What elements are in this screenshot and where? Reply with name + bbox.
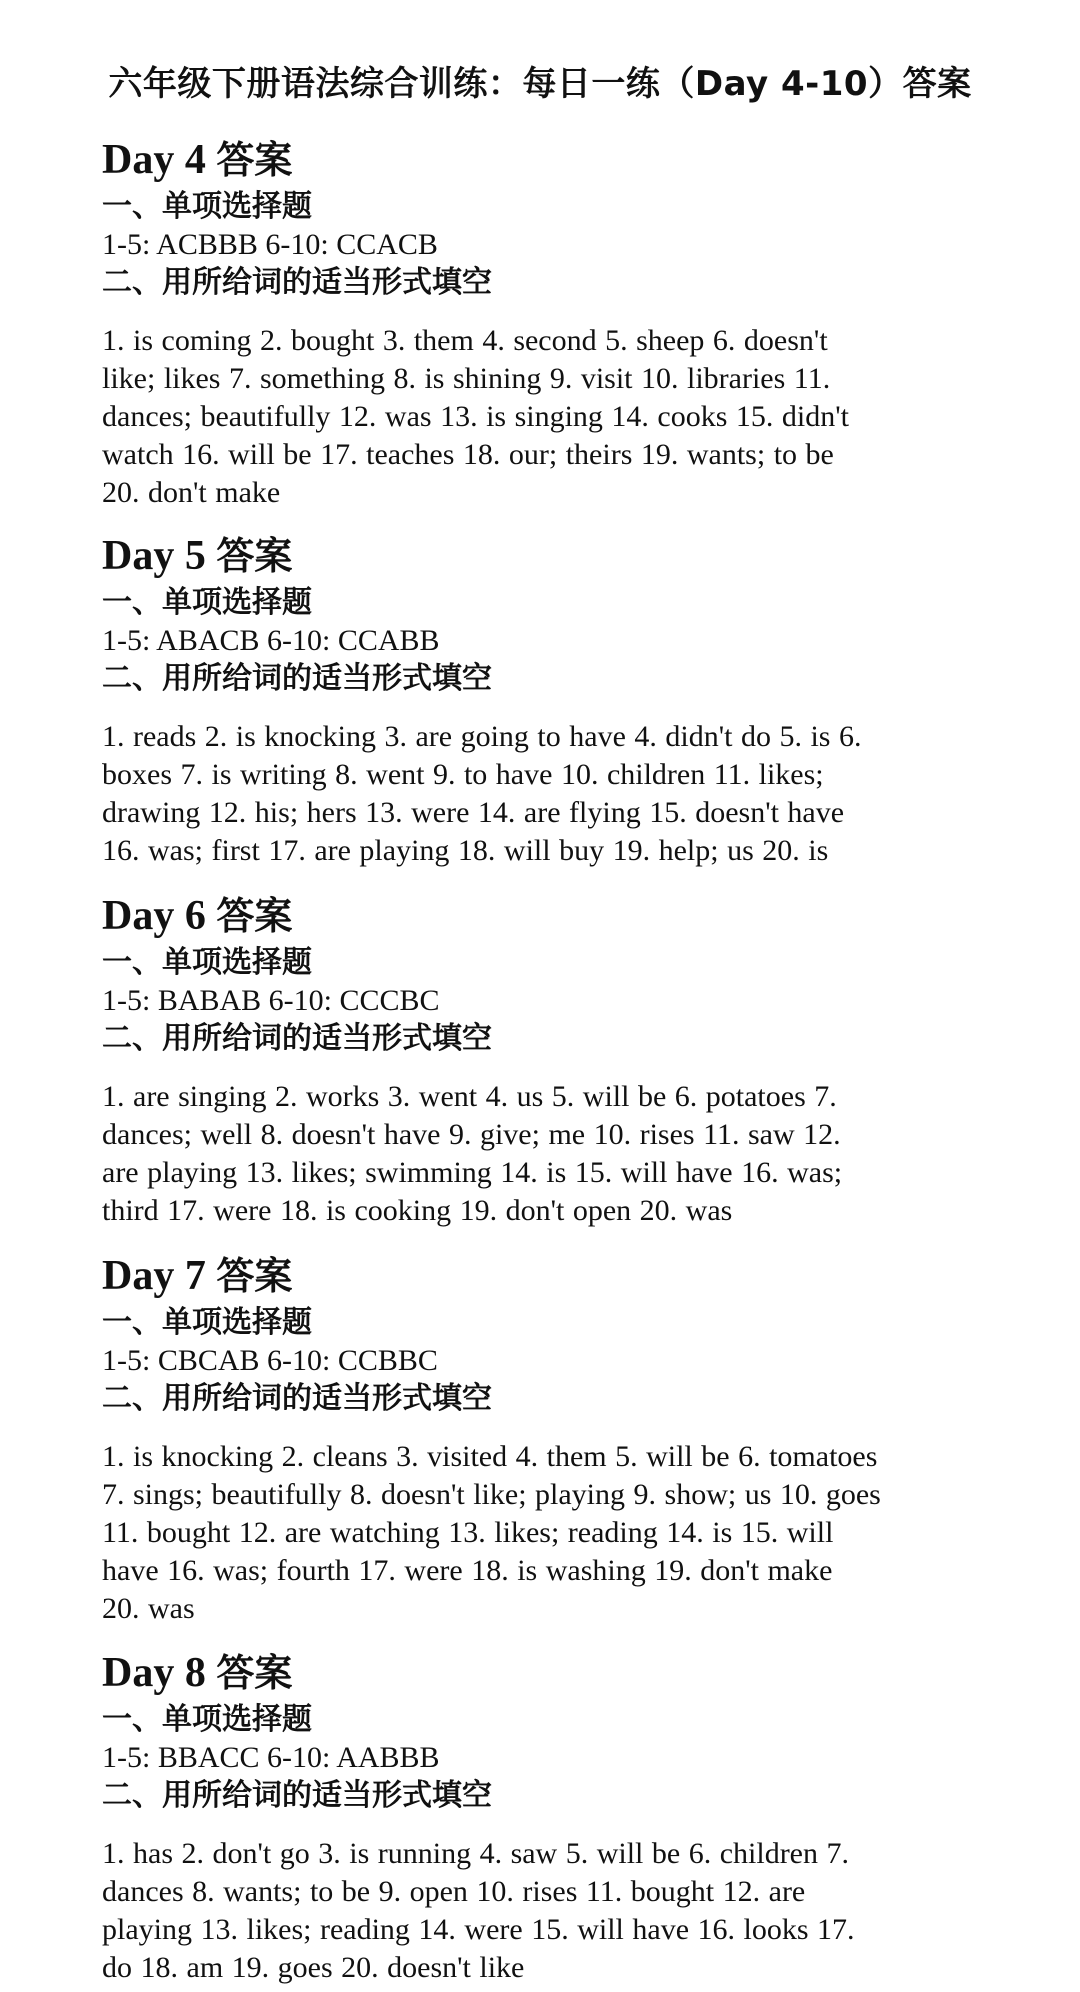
answer-line: third 17. were 18. is cooking 19. don't open 20. was <box>102 1194 733 1227</box>
day-section-7 <box>102 1248 982 1628</box>
day-heading <box>102 888 982 944</box>
fill-blank-answers <box>102 1438 982 1628</box>
day-label: Day 5 <box>102 533 206 579</box>
answer-line: do 18. am 19. goes 20. doesn't like <box>102 1951 525 1984</box>
fill-blank-answers <box>102 322 982 512</box>
multiple-choice-answers: 1-5: CBCAB 6-10: CCBBC <box>102 1344 438 1377</box>
answer-line: 20. don't make <box>102 476 281 509</box>
multiple-choice-answers: 1-5: BBACC 6-10: AABBB <box>102 1741 440 1774</box>
day-section-4 <box>102 132 982 512</box>
answer-line: dances; beautifully 12. was 13. is singing 14. cooks 15. didn't <box>102 400 849 433</box>
answer-line: have 16. was; fourth 17. were 18. is washing 19. don't make <box>102 1554 833 1587</box>
fill-blank-heading: 二、用所给词的适当形式填空 <box>102 1381 492 1416</box>
fill-blank-heading: 二、用所给词的适当形式填空 <box>102 661 492 696</box>
multiple-choice-heading: 一、单项选择题 <box>102 189 312 224</box>
answer-label: 答案 <box>216 534 293 578</box>
page-title: 六年级下册语法综合训练：每日一练（Day 4-10）答案 <box>108 64 972 104</box>
fill-blank-answers <box>102 1835 982 1987</box>
answer-line: playing 13. likes; reading 14. were 15. will have 16. looks 17. <box>102 1913 855 1946</box>
day-heading <box>102 528 982 584</box>
answer-line: 20. was <box>102 1592 195 1625</box>
day-heading <box>102 1248 982 1304</box>
day-label: Day 4 <box>102 137 206 183</box>
answer-line: 7. sings; beautifully 8. doesn't like; playing 9. show; us 10. goes <box>102 1478 881 1511</box>
day-section-6 <box>102 888 982 1230</box>
answer-line: drawing 12. his; hers 13. were 14. are flying 15. doesn't have <box>102 796 845 829</box>
multiple-choice-heading: 一、单项选择题 <box>102 1702 312 1737</box>
answer-label: 答案 <box>216 894 293 938</box>
answer-line: 1. is knocking 2. cleans 3. visited 4. them 5. will be 6. tomatoes <box>102 1440 878 1473</box>
answer-line: are playing 13. likes; swimming 14. is 15. will have 16. was; <box>102 1156 843 1189</box>
day-section-8 <box>102 1645 982 1987</box>
fill-blank-answers <box>102 718 982 870</box>
multiple-choice-answers: 1-5: BABAB 6-10: CCCBC <box>102 984 440 1017</box>
day-label: Day 6 <box>102 893 206 939</box>
day-heading <box>102 1645 982 1701</box>
answer-line: 11. bought 12. are watching 13. likes; reading 14. is 15. will <box>102 1516 834 1549</box>
answer-line: 1. has 2. don't go 3. is running 4. saw 5. will be 6. children 7. <box>102 1837 849 1870</box>
day-label: Day 7 <box>102 1253 206 1299</box>
answer-line: 1. reads 2. is knocking 3. are going to have 4. didn't do 5. is 6. <box>102 720 862 753</box>
fill-blank-heading: 二、用所给词的适当形式填空 <box>102 1021 492 1056</box>
answer-line: 1. are singing 2. works 3. went 4. us 5. will be 6. potatoes 7. <box>102 1080 837 1113</box>
answer-line: like; likes 7. something 8. is shining 9. visit 10. libraries 11. <box>102 362 831 395</box>
fill-blank-heading: 二、用所给词的适当形式填空 <box>102 1778 492 1813</box>
answer-line: dances; well 8. doesn't have 9. give; me 10. rises 11. saw 12. <box>102 1118 841 1151</box>
answer-line: watch 16. will be 17. teaches 18. our; theirs 19. wants; to be <box>102 438 834 471</box>
answer-label: 答案 <box>216 138 293 182</box>
answer-label: 答案 <box>216 1651 293 1695</box>
multiple-choice-heading: 一、单项选择题 <box>102 585 312 620</box>
answer-line: 16. was; first 17. are playing 18. will buy 19. help; us 20. is <box>102 834 829 867</box>
answer-label: 答案 <box>216 1254 293 1298</box>
multiple-choice-heading: 一、单项选择题 <box>102 1305 312 1340</box>
answer-line: 1. is coming 2. bought 3. them 4. second 5. sheep 6. doesn't <box>102 324 828 357</box>
multiple-choice-heading: 一、单项选择题 <box>102 945 312 980</box>
multiple-choice-answers: 1-5: ACBBB 6-10: CCACB <box>102 228 438 261</box>
answer-line: boxes 7. is writing 8. went 9. to have 10. children 11. likes; <box>102 758 824 791</box>
multiple-choice-answers: 1-5: ABACB 6-10: CCABB <box>102 624 440 657</box>
day-section-5 <box>102 528 982 870</box>
fill-blank-heading: 二、用所给词的适当形式填空 <box>102 265 492 300</box>
day-label: Day 8 <box>102 1650 206 1696</box>
fill-blank-answers <box>102 1078 982 1230</box>
answer-line: dances 8. wants; to be 9. open 10. rises 11. bought 12. are <box>102 1875 806 1908</box>
day-heading <box>102 132 982 188</box>
